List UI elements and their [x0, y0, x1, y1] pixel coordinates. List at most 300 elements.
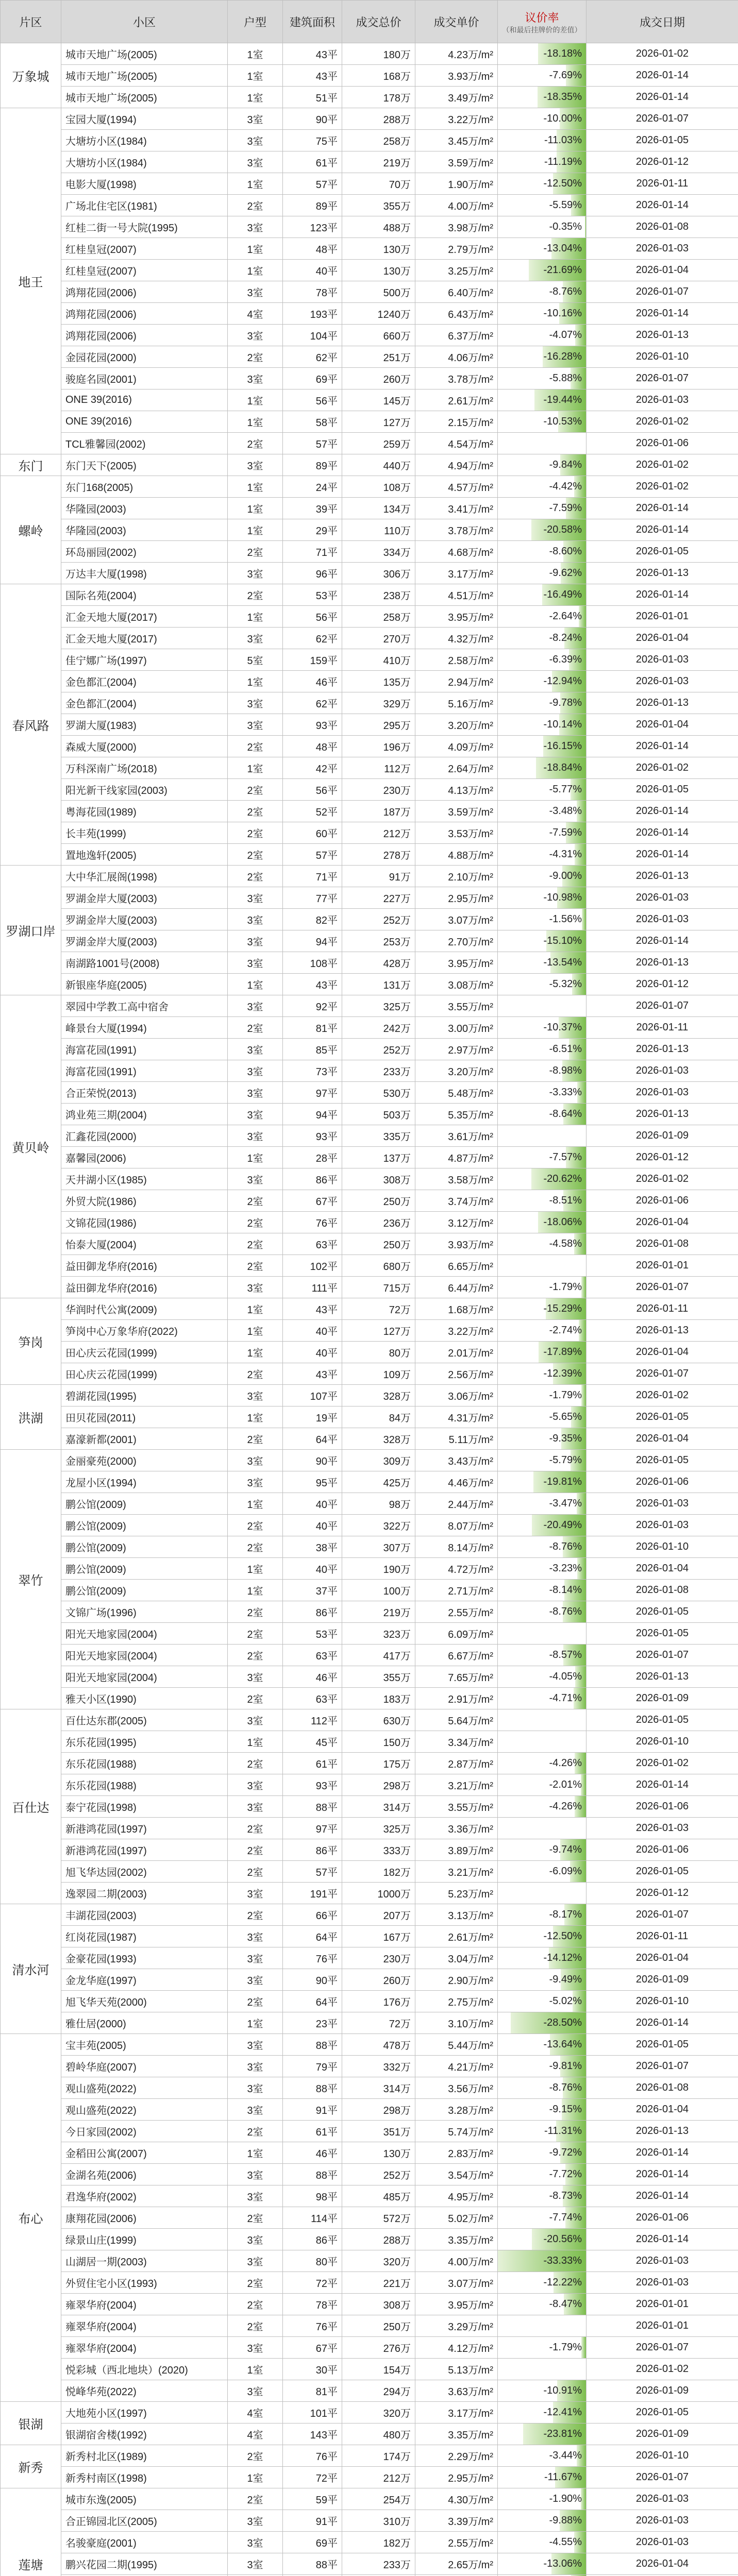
ratio-cell[interactable]: [498, 2272, 586, 2294]
area-cell[interactable]: 40平: [283, 1320, 342, 1342]
community-cell[interactable]: 罗湖金岸大厦(2003): [61, 930, 228, 952]
total-price-cell[interactable]: 298万: [342, 1774, 415, 1796]
date-cell[interactable]: 2026-01-01: [586, 1255, 738, 1277]
total-price-cell[interactable]: 175万: [342, 1753, 415, 1774]
unit-price-cell[interactable]: 4.12万/m²: [415, 2337, 498, 2359]
layout-cell[interactable]: 2室: [228, 1536, 283, 1558]
community-cell[interactable]: 广场北住宅区(1981): [61, 195, 228, 216]
ratio-cell[interactable]: [498, 1406, 586, 1428]
area-cell[interactable]: 64平: [283, 1926, 342, 1947]
layout-cell[interactable]: 3室: [228, 1385, 283, 1406]
community-cell[interactable]: 雅仕居(2000): [61, 2012, 228, 2034]
unit-price-cell[interactable]: 3.74万/m²: [415, 1190, 498, 1212]
layout-cell[interactable]: 2室: [228, 2207, 283, 2229]
unit-price-cell[interactable]: 4.30万/m²: [415, 2488, 498, 2510]
unit-price-cell[interactable]: 3.89万/m²: [415, 1839, 498, 1861]
date-cell[interactable]: 2026-01-12: [586, 974, 738, 995]
community-cell[interactable]: 鹏公馆(2009): [61, 1580, 228, 1601]
date-cell[interactable]: 2026-01-14: [586, 498, 738, 519]
table-row[interactable]: [1, 930, 738, 952]
unit-price-cell[interactable]: 5.35万/m²: [415, 1104, 498, 1125]
date-cell[interactable]: 2026-01-12: [586, 151, 738, 173]
unit-price-cell[interactable]: 2.58万/m²: [415, 649, 498, 671]
ratio-cell[interactable]: [498, 108, 586, 130]
ratio-cell[interactable]: [498, 2380, 586, 2402]
layout-cell[interactable]: 3室: [228, 368, 283, 389]
total-price-cell[interactable]: 183万: [342, 1688, 415, 1709]
unit-price-cell[interactable]: 3.12万/m²: [415, 1212, 498, 1233]
community-cell[interactable]: 逸翠园二期(2003): [61, 1883, 228, 1904]
unit-price-cell[interactable]: 2.70万/m²: [415, 930, 498, 952]
total-price-cell[interactable]: 258万: [342, 130, 415, 151]
community-cell[interactable]: 海富花园(1991): [61, 1039, 228, 1060]
community-cell[interactable]: 红桂二街一号大院(1995): [61, 216, 228, 238]
ratio-cell[interactable]: [498, 151, 586, 173]
area-cell[interactable]: 88平: [283, 1796, 342, 1818]
total-price-cell[interactable]: 110万: [342, 519, 415, 541]
layout-cell[interactable]: 1室: [228, 757, 283, 779]
layout-cell[interactable]: 3室: [228, 454, 283, 476]
layout-cell[interactable]: 3室: [228, 1947, 283, 1969]
layout-cell[interactable]: 1室: [228, 974, 283, 995]
layout-cell[interactable]: 2室: [228, 1839, 283, 1861]
table-row[interactable]: [1, 1060, 738, 1082]
table-row[interactable]: [1, 2077, 738, 2099]
table-row[interactable]: [1, 1709, 738, 1731]
table-row[interactable]: [1, 281, 738, 303]
community-cell[interactable]: 金色都汇(2004): [61, 671, 228, 692]
ratio-cell[interactable]: [498, 43, 586, 65]
total-price-cell[interactable]: 320万: [342, 2402, 415, 2424]
layout-cell[interactable]: 2室: [228, 1904, 283, 1926]
total-price-cell[interactable]: 306万: [342, 563, 415, 584]
unit-price-cell[interactable]: 3.49万/m²: [415, 87, 498, 108]
community-cell[interactable]: 旭飞华达园(2002): [61, 1861, 228, 1883]
date-cell[interactable]: 2026-01-07: [586, 1645, 738, 1666]
area-cell[interactable]: 42平: [283, 757, 342, 779]
table-row[interactable]: [1, 2034, 738, 2056]
total-price-cell[interactable]: 332万: [342, 2056, 415, 2077]
table-row[interactable]: [1, 1125, 738, 1147]
unit-price-cell[interactable]: 5.44万/m²: [415, 2034, 498, 2056]
unit-price-cell[interactable]: 3.61万/m²: [415, 1125, 498, 1147]
community-cell[interactable]: 名骏豪庭(2001): [61, 2532, 228, 2553]
layout-cell[interactable]: 2室: [228, 2445, 283, 2467]
date-cell[interactable]: 2026-01-06: [586, 1796, 738, 1818]
total-price-cell[interactable]: 84万: [342, 1406, 415, 1428]
unit-price-cell[interactable]: 3.00万/m²: [415, 1017, 498, 1039]
date-cell[interactable]: 2026-01-13: [586, 1320, 738, 1342]
area-cell[interactable]: 46平: [283, 2142, 342, 2164]
area-cell[interactable]: 86平: [283, 1601, 342, 1623]
area-cell[interactable]: 91平: [283, 2099, 342, 2121]
layout-cell[interactable]: 2室: [228, 1645, 283, 1666]
total-price-cell[interactable]: 660万: [342, 325, 415, 346]
date-cell[interactable]: 2026-01-05: [586, 1861, 738, 1883]
area-cell[interactable]: 76平: [283, 1947, 342, 1969]
layout-cell[interactable]: 5室: [228, 649, 283, 671]
table-row[interactable]: [1, 714, 738, 736]
unit-price-cell[interactable]: 3.78万/m²: [415, 368, 498, 389]
total-price-cell[interactable]: 1000万: [342, 1883, 415, 1904]
date-cell[interactable]: 2026-01-13: [586, 325, 738, 346]
community-cell[interactable]: 万科深南广场(2018): [61, 757, 228, 779]
community-cell[interactable]: 鹏公馆(2009): [61, 1515, 228, 1536]
community-cell[interactable]: 东门168(2005): [61, 476, 228, 498]
table-row[interactable]: [1, 974, 738, 995]
layout-cell[interactable]: 4室: [228, 303, 283, 325]
community-cell[interactable]: 红桂皇冠(2007): [61, 260, 228, 281]
table-row[interactable]: [1, 1190, 738, 1212]
area-cell[interactable]: 63平: [283, 1233, 342, 1255]
unit-price-cell[interactable]: 3.43万/m²: [415, 1450, 498, 1471]
date-cell[interactable]: 2026-01-11: [586, 1298, 738, 1320]
total-price-cell[interactable]: 230万: [342, 1947, 415, 1969]
community-cell[interactable]: 雍翠华府(2004): [61, 2337, 228, 2359]
total-price-cell[interactable]: 130万: [342, 238, 415, 260]
layout-cell[interactable]: 2室: [228, 1688, 283, 1709]
table-row[interactable]: [1, 389, 738, 411]
total-price-cell[interactable]: 258万: [342, 606, 415, 628]
district-cell[interactable]: 万象城: [1, 43, 61, 108]
community-cell[interactable]: 置地逸轩(2005): [61, 844, 228, 866]
unit-price-cell[interactable]: 2.91万/m²: [415, 1688, 498, 1709]
table-row[interactable]: [1, 1558, 738, 1580]
area-cell[interactable]: 72平: [283, 2467, 342, 2488]
area-cell[interactable]: 40平: [283, 1515, 342, 1536]
date-cell[interactable]: 2026-01-10: [586, 1536, 738, 1558]
area-cell[interactable]: 159平: [283, 649, 342, 671]
community-cell[interactable]: 罗湖金岸大厦(2003): [61, 887, 228, 909]
table-row[interactable]: [1, 1342, 738, 1363]
ratio-cell[interactable]: [498, 2012, 586, 2034]
table-row[interactable]: [1, 2337, 738, 2359]
ratio-cell[interactable]: [498, 2185, 586, 2207]
ratio-cell[interactable]: [498, 1298, 586, 1320]
area-cell[interactable]: 64平: [283, 1428, 342, 1450]
ratio-cell[interactable]: [498, 2553, 586, 2575]
ratio-cell[interactable]: [498, 368, 586, 389]
table-row[interactable]: [1, 2445, 738, 2467]
layout-cell[interactable]: 2室: [228, 1991, 283, 2012]
header-unit-price[interactable]: 成交单价: [415, 1, 498, 43]
table-row[interactable]: [1, 173, 738, 195]
header-ratio[interactable]: [498, 1, 586, 43]
area-cell[interactable]: 43平: [283, 974, 342, 995]
unit-price-cell[interactable]: 2.90万/m²: [415, 1969, 498, 1991]
table-row[interactable]: [1, 649, 738, 671]
unit-price-cell[interactable]: 2.64万/m²: [415, 757, 498, 779]
total-price-cell[interactable]: 219万: [342, 151, 415, 173]
ratio-cell[interactable]: [498, 1428, 586, 1450]
total-price-cell[interactable]: 190万: [342, 1558, 415, 1580]
community-cell[interactable]: 龙屋小区(1994): [61, 1471, 228, 1493]
total-price-cell[interactable]: 488万: [342, 216, 415, 238]
table-row[interactable]: [1, 260, 738, 281]
total-price-cell[interactable]: 182万: [342, 2532, 415, 2553]
unit-price-cell[interactable]: 6.37万/m²: [415, 325, 498, 346]
total-price-cell[interactable]: 259万: [342, 433, 415, 454]
area-cell[interactable]: 108平: [283, 952, 342, 974]
layout-cell[interactable]: 1室: [228, 173, 283, 195]
unit-price-cell[interactable]: 2.71万/m²: [415, 1580, 498, 1601]
area-cell[interactable]: 48平: [283, 238, 342, 260]
community-cell[interactable]: 粤海花园(1989): [61, 801, 228, 822]
date-cell[interactable]: 2026-01-10: [586, 1991, 738, 2012]
date-cell[interactable]: 2026-01-03: [586, 2488, 738, 2510]
total-price-cell[interactable]: 322万: [342, 1515, 415, 1536]
total-price-cell[interactable]: 233万: [342, 1060, 415, 1082]
table-row[interactable]: [1, 1428, 738, 1450]
layout-cell[interactable]: 3室: [228, 1125, 283, 1147]
ratio-cell[interactable]: [498, 519, 586, 541]
layout-cell[interactable]: 1室: [228, 260, 283, 281]
ratio-cell[interactable]: [498, 649, 586, 671]
layout-cell[interactable]: 3室: [228, 1883, 283, 1904]
date-cell[interactable]: 2026-01-07: [586, 2337, 738, 2359]
table-row[interactable]: [1, 1774, 738, 1796]
layout-cell[interactable]: 3室: [228, 1709, 283, 1731]
total-price-cell[interactable]: 425万: [342, 1471, 415, 1493]
community-cell[interactable]: 绿景山庄(1999): [61, 2229, 228, 2250]
community-cell[interactable]: 鸿翔花园(2006): [61, 303, 228, 325]
community-cell[interactable]: 红桂皇冠(2007): [61, 238, 228, 260]
total-price-cell[interactable]: 127万: [342, 411, 415, 433]
unit-price-cell[interactable]: 2.61万/m²: [415, 1926, 498, 1947]
ratio-cell[interactable]: [498, 1125, 586, 1147]
ratio-cell[interactable]: [498, 173, 586, 195]
table-row[interactable]: [1, 1947, 738, 1969]
community-cell[interactable]: 嘉濠新都(2001): [61, 1428, 228, 1450]
ratio-cell[interactable]: [498, 1385, 586, 1406]
date-cell[interactable]: 2026-01-03: [586, 1060, 738, 1082]
header-date[interactable]: 成交日期: [586, 1, 738, 43]
date-cell[interactable]: 2026-01-03: [586, 1818, 738, 1839]
total-price-cell[interactable]: 230万: [342, 779, 415, 801]
date-cell[interactable]: 2026-01-06: [586, 433, 738, 454]
layout-cell[interactable]: 3室: [228, 2229, 283, 2250]
total-price-cell[interactable]: 252万: [342, 909, 415, 930]
date-cell[interactable]: 2026-01-09: [586, 2424, 738, 2445]
layout-cell[interactable]: 3室: [228, 108, 283, 130]
unit-price-cell[interactable]: 2.55万/m²: [415, 2532, 498, 2553]
total-price-cell[interactable]: 254万: [342, 2488, 415, 2510]
table-row[interactable]: [1, 1147, 738, 1168]
layout-cell[interactable]: 1室: [228, 238, 283, 260]
layout-cell[interactable]: 3室: [228, 216, 283, 238]
unit-price-cell[interactable]: 5.02万/m²: [415, 2207, 498, 2229]
date-cell[interactable]: 2026-01-05: [586, 2034, 738, 2056]
layout-cell[interactable]: 3室: [228, 995, 283, 1017]
community-cell[interactable]: 新港鸿花园(1997): [61, 1818, 228, 1839]
date-cell[interactable]: 2026-01-03: [586, 2532, 738, 2553]
total-price-cell[interactable]: 428万: [342, 952, 415, 974]
community-cell[interactable]: 雍翠华府(2004): [61, 2294, 228, 2315]
ratio-cell[interactable]: [498, 238, 586, 260]
unit-price-cell[interactable]: 4.57万/m²: [415, 476, 498, 498]
date-cell[interactable]: 2026-01-01: [586, 606, 738, 628]
unit-price-cell[interactable]: 2.55万/m²: [415, 1601, 498, 1623]
unit-price-cell[interactable]: 1.90万/m²: [415, 173, 498, 195]
ratio-cell[interactable]: [498, 2294, 586, 2315]
total-price-cell[interactable]: 233万: [342, 2553, 415, 2575]
date-cell[interactable]: 2026-01-13: [586, 1104, 738, 1125]
table-row[interactable]: [1, 1883, 738, 1904]
unit-price-cell[interactable]: 4.00万/m²: [415, 2250, 498, 2272]
table-row[interactable]: [1, 130, 738, 151]
community-cell[interactable]: 峰景台大厦(1994): [61, 1017, 228, 1039]
layout-cell[interactable]: 2室: [228, 584, 283, 606]
community-cell[interactable]: 益田御龙华府(2016): [61, 1255, 228, 1277]
layout-cell[interactable]: 3室: [228, 2034, 283, 2056]
total-price-cell[interactable]: 308万: [342, 2294, 415, 2315]
community-cell[interactable]: 东门天下(2005): [61, 454, 228, 476]
ratio-cell[interactable]: [498, 887, 586, 909]
date-cell[interactable]: 2026-01-12: [586, 1147, 738, 1168]
community-cell[interactable]: 今日家园(2002): [61, 2121, 228, 2142]
community-cell[interactable]: 外贸住宅小区(1993): [61, 2272, 228, 2294]
ratio-cell[interactable]: [498, 1168, 586, 1190]
unit-price-cell[interactable]: 3.55万/m²: [415, 1796, 498, 1818]
total-price-cell[interactable]: 680万: [342, 1255, 415, 1277]
date-cell[interactable]: 2026-01-03: [586, 649, 738, 671]
layout-cell[interactable]: 3室: [228, 628, 283, 649]
layout-cell[interactable]: 3室: [228, 1796, 283, 1818]
table-row[interactable]: [1, 216, 738, 238]
area-cell[interactable]: 94平: [283, 930, 342, 952]
community-cell[interactable]: 鹏公馆(2009): [61, 1558, 228, 1580]
total-price-cell[interactable]: 154万: [342, 2359, 415, 2380]
ratio-cell[interactable]: [498, 1947, 586, 1969]
table-row[interactable]: [1, 1212, 738, 1233]
total-price-cell[interactable]: 314万: [342, 2077, 415, 2099]
table-row[interactable]: [1, 1688, 738, 1709]
table-row[interactable]: [1, 1796, 738, 1818]
area-cell[interactable]: 112平: [283, 1709, 342, 1731]
community-cell[interactable]: 罗湖金岸大厦(2003): [61, 909, 228, 930]
total-price-cell[interactable]: 72万: [342, 1298, 415, 1320]
date-cell[interactable]: 2026-01-07: [586, 1904, 738, 1926]
unit-price-cell[interactable]: 5.11万/m²: [415, 1428, 498, 1450]
community-cell[interactable]: 田贝花园(2011): [61, 1406, 228, 1428]
area-cell[interactable]: 56平: [283, 389, 342, 411]
community-cell[interactable]: 森威大厦(2000): [61, 736, 228, 757]
community-cell[interactable]: 金丽豪苑(2000): [61, 1450, 228, 1471]
unit-price-cell[interactable]: 3.34万/m²: [415, 1731, 498, 1753]
area-cell[interactable]: 79平: [283, 2056, 342, 2077]
layout-cell[interactable]: 3室: [228, 1082, 283, 1104]
total-price-cell[interactable]: 167万: [342, 1926, 415, 1947]
date-cell[interactable]: 2026-01-03: [586, 1515, 738, 1536]
table-row[interactable]: [1, 2229, 738, 2250]
table-row[interactable]: [1, 2510, 738, 2532]
district-cell[interactable]: 笋岗: [1, 1298, 61, 1385]
total-price-cell[interactable]: 91万: [342, 866, 415, 887]
layout-cell[interactable]: 3室: [228, 1774, 283, 1796]
date-cell[interactable]: 2026-01-13: [586, 1666, 738, 1688]
layout-cell[interactable]: 3室: [228, 151, 283, 173]
ratio-cell[interactable]: [498, 1753, 586, 1774]
area-cell[interactable]: 107平: [283, 1385, 342, 1406]
layout-cell[interactable]: 3室: [228, 2532, 283, 2553]
ratio-cell[interactable]: [498, 628, 586, 649]
community-cell[interactable]: 丰湖花园(2003): [61, 1904, 228, 1926]
ratio-cell[interactable]: [498, 779, 586, 801]
ratio-cell[interactable]: [498, 2315, 586, 2337]
ratio-cell[interactable]: [498, 411, 586, 433]
area-cell[interactable]: 46平: [283, 671, 342, 692]
unit-price-cell[interactable]: 6.43万/m²: [415, 303, 498, 325]
area-cell[interactable]: 81平: [283, 1017, 342, 1039]
ratio-cell[interactable]: [498, 216, 586, 238]
ratio-cell[interactable]: [498, 930, 586, 952]
layout-cell[interactable]: 1室: [228, 671, 283, 692]
community-cell[interactable]: 鹏公馆(2009): [61, 1493, 228, 1515]
area-cell[interactable]: 96平: [283, 563, 342, 584]
district-cell[interactable]: 东门: [1, 454, 61, 476]
unit-price-cell[interactable]: 4.54万/m²: [415, 433, 498, 454]
ratio-cell[interactable]: [498, 2488, 586, 2510]
layout-cell[interactable]: 3室: [228, 1471, 283, 1493]
date-cell[interactable]: 2026-01-02: [586, 411, 738, 433]
layout-cell[interactable]: 3室: [228, 1168, 283, 1190]
total-price-cell[interactable]: 180万: [342, 43, 415, 65]
unit-price-cell[interactable]: 2.97万/m²: [415, 1039, 498, 1060]
unit-price-cell[interactable]: 6.65万/m²: [415, 1255, 498, 1277]
table-row[interactable]: [1, 1320, 738, 1342]
ratio-cell[interactable]: [498, 433, 586, 454]
area-cell[interactable]: 93平: [283, 1125, 342, 1147]
unit-price-cell[interactable]: 6.67万/m²: [415, 1645, 498, 1666]
community-cell[interactable]: ONE 39(2016): [61, 411, 228, 433]
unit-price-cell[interactable]: 3.21万/m²: [415, 1774, 498, 1796]
unit-price-cell[interactable]: 3.63万/m²: [415, 2380, 498, 2402]
area-cell[interactable]: 56平: [283, 779, 342, 801]
unit-price-cell[interactable]: 4.88万/m²: [415, 844, 498, 866]
unit-price-cell[interactable]: 3.07万/m²: [415, 909, 498, 930]
total-price-cell[interactable]: 417万: [342, 1645, 415, 1666]
unit-price-cell[interactable]: 4.09万/m²: [415, 736, 498, 757]
date-cell[interactable]: 2026-01-08: [586, 1233, 738, 1255]
header-total-price[interactable]: 成交总价: [342, 1, 415, 43]
ratio-cell[interactable]: [498, 736, 586, 757]
unit-price-cell[interactable]: 2.75万/m²: [415, 1991, 498, 2012]
total-price-cell[interactable]: 251万: [342, 346, 415, 368]
community-cell[interactable]: 田心庆云花园(1999): [61, 1363, 228, 1385]
community-cell[interactable]: 阳光天地家园(2004): [61, 1623, 228, 1645]
unit-price-cell[interactable]: 3.59万/m²: [415, 151, 498, 173]
ratio-cell[interactable]: [498, 1731, 586, 1753]
date-cell[interactable]: 2026-01-09: [586, 1969, 738, 1991]
layout-cell[interactable]: 1室: [228, 1298, 283, 1320]
ratio-cell[interactable]: [498, 2207, 586, 2229]
date-cell[interactable]: 2026-01-10: [586, 346, 738, 368]
unit-price-cell[interactable]: 3.22万/m²: [415, 108, 498, 130]
date-cell[interactable]: 2026-01-03: [586, 671, 738, 692]
community-cell[interactable]: 文锦花园(1986): [61, 1212, 228, 1233]
unit-price-cell[interactable]: 4.23万/m²: [415, 43, 498, 65]
total-price-cell[interactable]: 355万: [342, 1666, 415, 1688]
ratio-cell[interactable]: [498, 2164, 586, 2185]
ratio-cell[interactable]: [498, 1580, 586, 1601]
community-cell[interactable]: 鸿业苑三期(2004): [61, 1104, 228, 1125]
layout-cell[interactable]: 3室: [228, 714, 283, 736]
layout-cell[interactable]: 3室: [228, 1450, 283, 1471]
table-row[interactable]: [1, 1861, 738, 1883]
community-cell[interactable]: 翠园中学教工高中宿舍: [61, 995, 228, 1017]
ratio-cell[interactable]: [498, 130, 586, 151]
ratio-cell[interactable]: [498, 1991, 586, 2012]
